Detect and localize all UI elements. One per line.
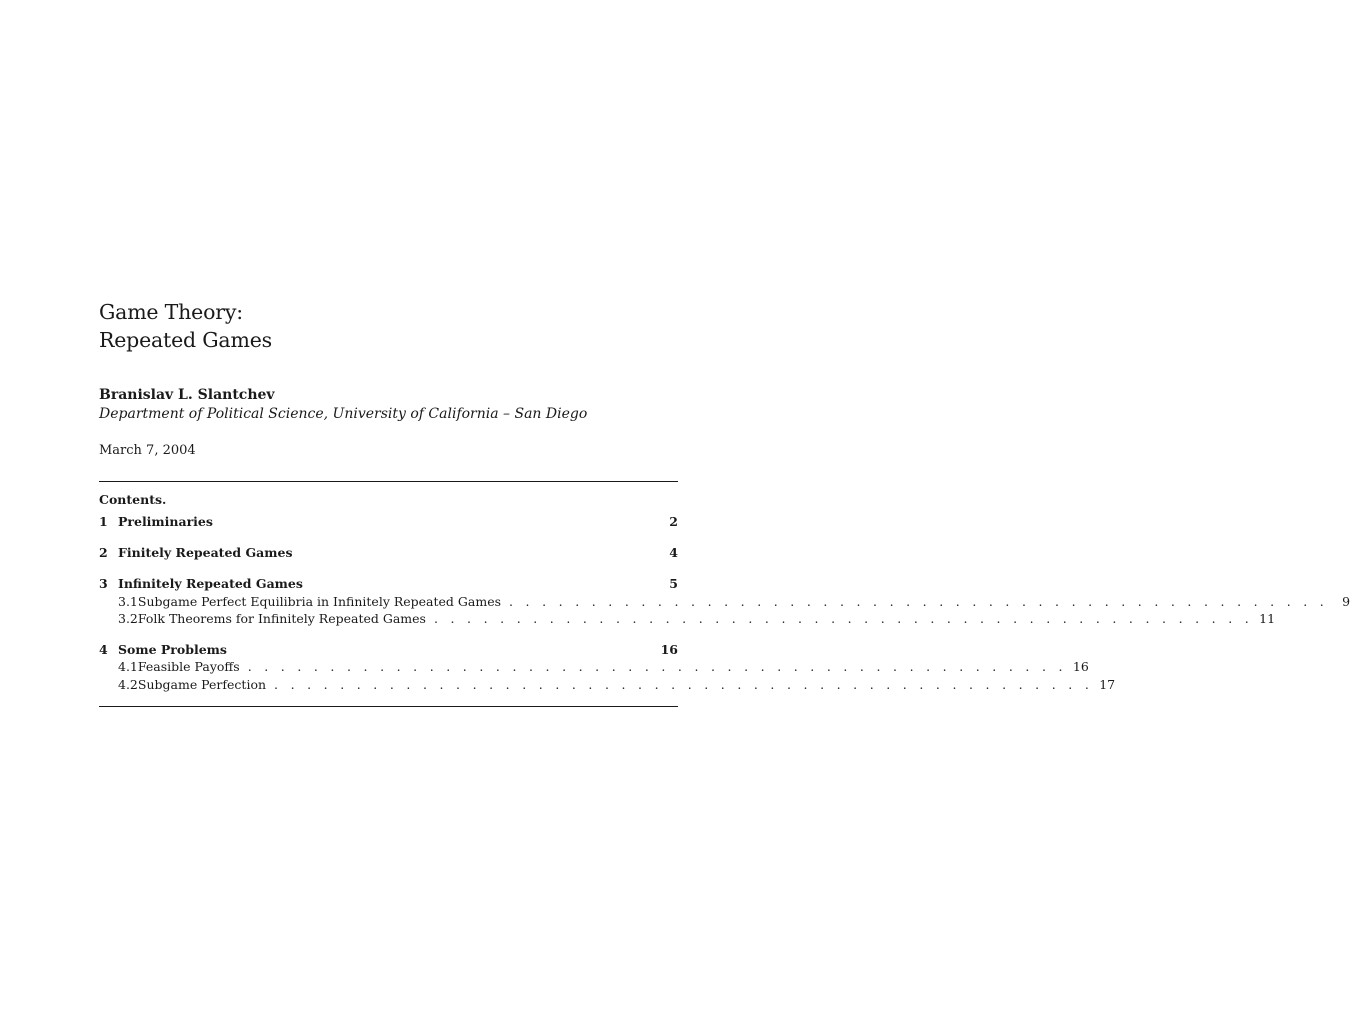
toc-entry-subsection-4-2[interactable] xyxy=(99,677,1116,693)
toc-entry-page: 11 xyxy=(1259,611,1276,626)
toc-entry-title: Infinitely Repeated Games xyxy=(118,576,303,591)
toc-entry-title: Some Problems xyxy=(118,642,227,657)
toc-entry-section-2[interactable] xyxy=(99,545,678,561)
toc-entry-title: Finitely Repeated Games xyxy=(118,545,293,560)
toc-entry-title: Subgame Perfect Equilibria in Infinitely Repeated Games xyxy=(137,594,502,609)
toc-entry-page: 16 xyxy=(1072,659,1089,674)
toc-entry-title: Preliminaries xyxy=(118,514,213,529)
toc-leader-dots: . . . . . . . . . . . . . . . . . . . . . . . . . . . . . . . . . . . . . . . . . . . . . . . . . . xyxy=(247,659,1067,674)
toc-entry-page: 9 xyxy=(1342,594,1350,609)
toc-entry-title: Feasible Payoffs xyxy=(137,659,240,674)
toc-entry-page: 2 xyxy=(669,514,678,529)
toc-entry-number: 3.2 xyxy=(118,611,138,626)
toc-entry-section-3[interactable] xyxy=(99,576,678,592)
bottom-divider xyxy=(99,706,678,707)
toc-entry-number: 1 xyxy=(99,514,108,529)
toc-entry-title: Folk Theorems for Infinitely Repeated Games xyxy=(137,611,426,626)
contents-heading: Contents. xyxy=(99,492,167,507)
toc-entry-page: 4 xyxy=(669,545,678,560)
toc-entry-number: 3.1 xyxy=(118,594,138,609)
toc-leader-dots: . . . . . . . . . . . . . . . . . . . . . . . . . . . . . . . . . . . . . . . . . . . . . . . . . . xyxy=(274,677,1094,692)
title-line-1: Game Theory: xyxy=(99,300,243,324)
document-title xyxy=(99,298,272,354)
toc-entry-subsection-3-2[interactable] xyxy=(99,611,1276,627)
author-affiliation: Department of Political Science, University of California – San Diego xyxy=(99,406,588,422)
toc-entry-section-4[interactable] xyxy=(99,642,678,658)
toc-entry-page: 17 xyxy=(1099,677,1116,692)
title-line-2: Repeated Games xyxy=(99,328,272,352)
toc-entry-page: 5 xyxy=(669,576,678,591)
toc-entry-number: 2 xyxy=(99,545,108,560)
document-date: March 7, 2004 xyxy=(99,443,196,458)
toc-entry-subsection-3-1[interactable] xyxy=(99,594,1350,610)
top-divider xyxy=(99,481,678,482)
toc-entry-number: 3 xyxy=(99,576,108,591)
toc-leader-dots: . . . . . . . . . . . . . . . . . . . . . . . . . . . . . . . . . . . . . . . . . . . . . . . . . . xyxy=(433,611,1254,626)
toc-entry-number: 4.2 xyxy=(118,677,138,692)
toc-entry-page: 16 xyxy=(660,642,678,657)
toc-entry-subsection-4-1[interactable] xyxy=(99,659,1089,675)
toc-entry-title: Subgame Perfection xyxy=(137,677,267,692)
author-name: Branislav L. Slantchev xyxy=(99,387,275,403)
toc-entry-section-1[interactable] xyxy=(99,514,678,530)
toc-leader-dots: . . . . . . . . . . . . . . . . . . . . . . . . . . . . . . . . . . . . . . . . . . . . . . . . . . xyxy=(509,594,1329,609)
toc-entry-number: 4.1 xyxy=(118,659,138,674)
toc-entry-number: 4 xyxy=(99,642,108,657)
